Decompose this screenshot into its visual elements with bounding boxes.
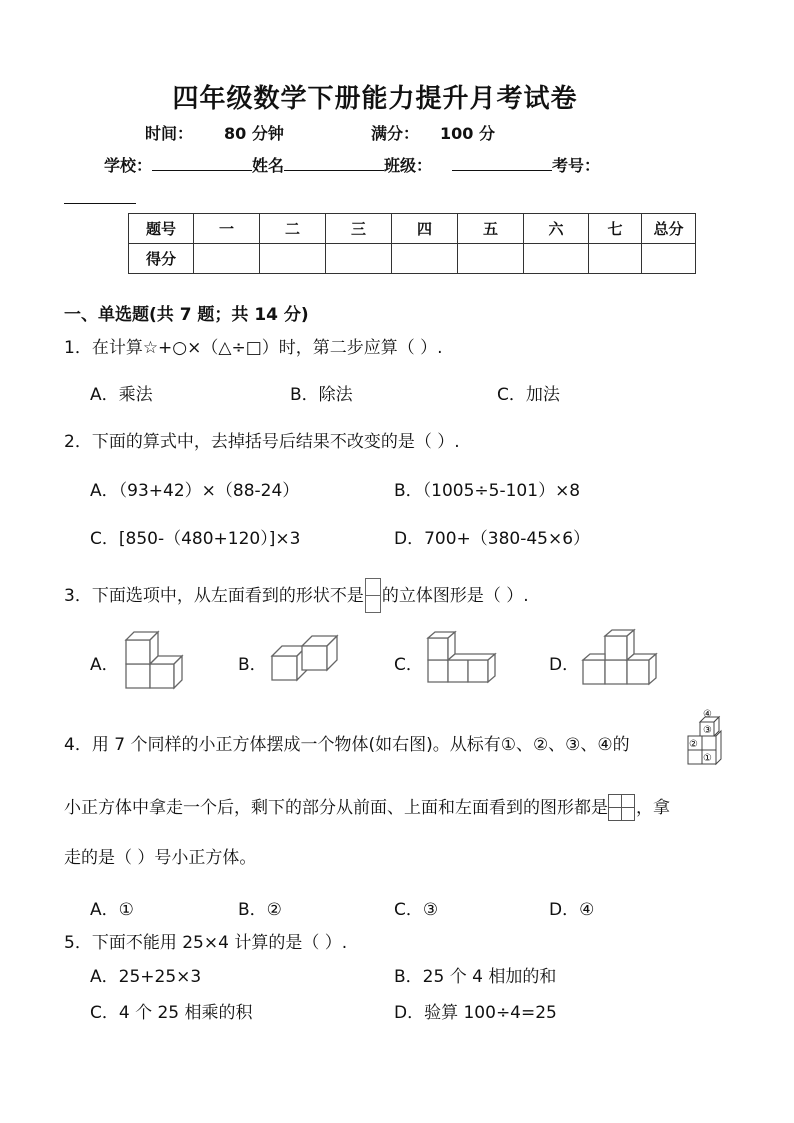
figure-label-2: ②: [689, 739, 698, 750]
score-table-header-cell: 三: [326, 214, 392, 244]
q3-option-c[interactable]: C．: [394, 655, 423, 675]
q5-option-b[interactable]: B．25 个 4 相加的和: [394, 967, 557, 987]
score-cell[interactable]: [260, 244, 326, 274]
q5-option-a[interactable]: A．25+25×3: [90, 967, 202, 987]
exam-number-label: 考号：: [552, 156, 601, 175]
score-table-header-row: [129, 214, 696, 244]
q1-option-a[interactable]: A．乘法: [90, 385, 153, 405]
full-score-label: 满分：: [371, 124, 420, 143]
figure-label-3: ③: [703, 725, 712, 736]
q2-option-b[interactable]: B．（1005÷5-101）×8: [394, 481, 581, 501]
q5-option-d[interactable]: D．验算 100÷4=25: [394, 1003, 557, 1023]
question-4-line-2-before: 小正方体中拿走一个后，剩下的部分从前面、上面和左面看到的图形都是: [64, 798, 608, 818]
question-4-line-2-after: ，拿: [636, 798, 670, 818]
score-cell[interactable]: [392, 244, 458, 274]
full-score-value: 100 分: [440, 124, 495, 143]
cube-figure-d: [580, 628, 658, 688]
q4-option-d[interactable]: D．④: [549, 900, 595, 920]
q2-option-d[interactable]: D．700+（380-45×6）: [394, 529, 591, 549]
cube-figure-a: [120, 628, 185, 690]
q3-option-d[interactable]: D．: [549, 655, 580, 675]
page-title: 四年级数学下册能力提升月考试卷: [172, 84, 578, 114]
score-table-header-cell: 一: [194, 214, 260, 244]
q4-option-b[interactable]: B．②: [238, 900, 282, 920]
q2-option-a[interactable]: A．（93+42）×（88-24）: [90, 481, 300, 501]
school-blank[interactable]: [152, 156, 252, 171]
q3-option-b[interactable]: B．: [238, 655, 267, 675]
q5-option-c[interactable]: C．4 个 25 相乘的积: [90, 1003, 253, 1023]
question-4-line-1: 4．用 7 个同样的小正方体摆成一个物体(如右图)。从标有①、②、③、④的: [64, 735, 630, 755]
score-cell[interactable]: [642, 244, 696, 274]
q1-option-c[interactable]: C．加法: [497, 385, 560, 405]
seven-cube-figure: [686, 708, 728, 766]
question-2-stem: 2．下面的算式中，去掉括号后结果不改变的是（ ）.: [64, 432, 460, 452]
score-table-header-cell: 五: [458, 214, 524, 244]
name-blank[interactable]: [284, 156, 384, 171]
q2-option-c[interactable]: C．[850-（480+120）]×3: [90, 529, 301, 549]
cube-figure-c: [424, 630, 499, 685]
two-stacked-squares-icon: [365, 578, 381, 614]
exam-number-blank[interactable]: [64, 203, 136, 204]
four-square-grid-icon: [608, 794, 636, 822]
question-3-stem-before: 3．下面选项中，从左面看到的形状不是: [64, 586, 364, 606]
name-label: 姓名: [252, 156, 285, 175]
q3-option-a[interactable]: A．: [90, 655, 119, 675]
score-table-header-cell: 四: [392, 214, 458, 244]
section-heading: 一、单选题(共 7 题；共 14 分): [64, 305, 309, 325]
score-cell[interactable]: [194, 244, 260, 274]
question-1-stem: 1．在计算☆+○×（△÷□）时，第二步应算（ ）.: [64, 338, 443, 358]
score-cell[interactable]: [589, 244, 642, 274]
score-table-row-label: 得分: [129, 244, 194, 274]
time-value: 80 分钟: [224, 124, 284, 143]
question-3-stem-after: 的立体图形是（ ）.: [381, 586, 529, 606]
time-label: 时间：: [145, 124, 194, 143]
score-table-header-cell: 总分: [642, 214, 696, 244]
q1-option-b[interactable]: B．除法: [290, 385, 353, 405]
class-label: 班级：: [384, 156, 433, 175]
figure-label-1: ①: [703, 753, 712, 764]
score-table-header-cell: 题号: [129, 214, 194, 244]
score-cell[interactable]: [458, 244, 524, 274]
cube-figure-b: [268, 632, 343, 684]
question-5-stem: 5．下面不能用 25×4 计算的是（ ）.: [64, 933, 348, 953]
school-label: 学校：: [104, 156, 153, 175]
score-table-header-cell: 六: [524, 214, 589, 244]
score-table-header-cell: 七: [589, 214, 642, 244]
q4-option-a[interactable]: A．①: [90, 900, 134, 920]
score-table-score-row: [129, 244, 696, 274]
figure-label-4: ④: [703, 709, 712, 720]
score-table: [128, 213, 696, 274]
question-4-line-3: 走的是（ ）号小正方体。: [64, 848, 257, 868]
score-table-header-cell: 二: [260, 214, 326, 244]
q4-option-c[interactable]: C．③: [394, 900, 439, 920]
score-cell[interactable]: [326, 244, 392, 274]
class-blank[interactable]: [452, 156, 552, 171]
score-cell[interactable]: [524, 244, 589, 274]
